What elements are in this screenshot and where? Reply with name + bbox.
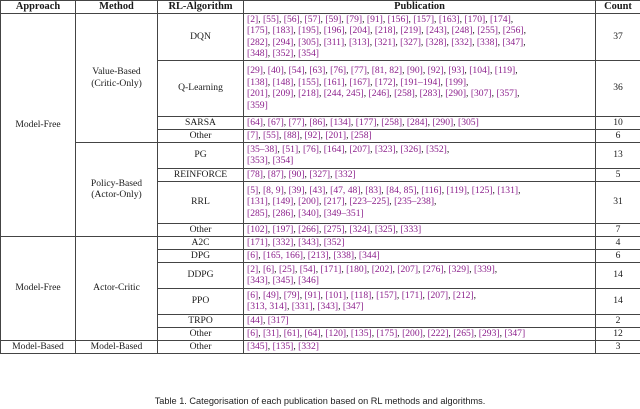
citation-line: [247, 100, 593, 111]
citation-link[interactable]: [102]: [247, 223, 268, 235]
citation-link[interactable]: [43]: [309, 185, 326, 197]
citation-link[interactable]: [327]: [400, 36, 421, 48]
citation-link[interactable]: [120]: [325, 327, 347, 339]
algorithm-cell: A2C: [158, 236, 244, 249]
citation-link[interactable]: [258]: [350, 129, 372, 141]
publication-cell: [244, 249, 596, 262]
citation-line: [353], [354]: [247, 155, 294, 167]
citation-link[interactable]: [285]: [247, 207, 268, 219]
citation-link[interactable]: [329]: [448, 263, 470, 275]
count-cell: 7: [596, 223, 640, 236]
citation-link[interactable]: [218]: [298, 88, 319, 100]
citation-link[interactable]: [79]: [283, 289, 300, 301]
citation-link[interactable]: [25]: [278, 263, 295, 275]
citation-link[interactable]: [305]: [298, 36, 319, 48]
citation-link[interactable]: [331]: [291, 301, 313, 313]
citation-link[interactable]: [325]: [374, 223, 396, 235]
citation-link[interactable]: [258]: [394, 88, 415, 100]
citation-link[interactable]: [204]: [349, 25, 371, 37]
table-row: [1, 142, 640, 168]
citation-link[interactable]: [266]: [298, 223, 319, 235]
algorithm-cell: TRPO: [158, 314, 244, 327]
citation-link[interactable]: [255]: [477, 25, 498, 37]
algorithm-cell: Q-Learning: [158, 60, 244, 116]
citation-link[interactable]: [125]: [471, 185, 493, 197]
citation-link[interactable]: [180]: [346, 263, 367, 275]
count-cell: 36: [596, 60, 640, 116]
citation-line: [2], [6], [25], [54], [171], [180], [202], [207], [276], [329], [339],: [247, 263, 498, 275]
citation-link[interactable]: [64]: [304, 327, 321, 339]
citation-link[interactable]: [213]: [307, 249, 329, 261]
citation-link[interactable]: [345]: [247, 340, 268, 352]
citation-link[interactable]: [352]: [272, 48, 294, 60]
method-cell: Actor-Critic: [76, 236, 158, 340]
citation-link[interactable]: [170]: [464, 14, 486, 25]
citation-link[interactable]: [343]: [298, 236, 319, 248]
citation-link[interactable]: [91]: [366, 14, 383, 25]
citation-link[interactable]: [155]: [298, 76, 319, 88]
citation-link[interactable]: [6]: [262, 263, 275, 275]
citation-link[interactable]: [352]: [426, 143, 447, 155]
citation-link[interactable]: [345]: [272, 275, 294, 287]
citation-link[interactable]: [149]: [272, 196, 294, 208]
method-cell: Policy-Based (Actor-Only): [76, 142, 158, 236]
algorithm-cell: SARSA: [158, 116, 244, 129]
citation-line: [175], [183], [195], [196], [204], [218], [219], [243], [248], [255], [256],: [247, 25, 526, 37]
citation-link[interactable]: [174]: [489, 14, 511, 25]
algorithm-cell: DDPG: [158, 262, 244, 288]
citation-link[interactable]: [183]: [272, 25, 294, 37]
citation-link[interactable]: [39]: [288, 185, 305, 197]
publication-cell: [244, 60, 596, 116]
citation-link[interactable]: [290]: [445, 88, 467, 100]
citation-link[interactable]: [243]: [426, 25, 447, 37]
citation-link[interactable]: [67]: [267, 116, 284, 128]
publication-cell: [244, 236, 596, 249]
citation-line: [171], [332], [343], [352]: [247, 236, 345, 248]
citation-link[interactable]: [202]: [371, 263, 393, 275]
publication-cell: [244, 288, 596, 314]
citation-link[interactable]: [163]: [438, 14, 460, 25]
citation-link[interactable]: [63]: [309, 65, 326, 77]
algorithm-cell: PG: [158, 142, 244, 168]
citation-link[interactable]: [327]: [309, 168, 331, 180]
citation-link[interactable]: [57]: [304, 14, 321, 25]
citation-link[interactable]: [305]: [458, 116, 479, 128]
count-cell: 4: [596, 236, 640, 249]
citation-line: [6], [49], [79], [91], [101], [118], [157], [171], [207], [212],: [247, 289, 477, 301]
citation-link[interactable]: [61]: [283, 327, 300, 339]
citation-link[interactable]: [347]: [504, 327, 526, 339]
publication-cell: [244, 262, 596, 288]
citation-link[interactable]: [343]: [247, 275, 268, 287]
citation-link[interactable]: [64]: [247, 116, 263, 128]
citation-link[interactable]: [49]: [262, 289, 279, 301]
citation-line: [5], [8, 9], [39], [43], [47, 48], [83], [84, 85], [116], [119], [125], [131],: [247, 185, 521, 197]
citation-link[interactable]: [235–238]: [394, 196, 435, 208]
citation-line: [44], [317]: [247, 314, 289, 326]
citation-link[interactable]: [134]: [330, 116, 351, 128]
citation-link[interactable]: [87]: [267, 168, 284, 180]
publication-cell: [244, 181, 596, 223]
citation-link[interactable]: [349–351]: [323, 207, 364, 219]
citation-link[interactable]: [246]: [368, 88, 390, 100]
citation-line: [201], [209], [218], [244, 245], [246], [258], [283], [290], [307], [357],: [247, 88, 520, 100]
citation-link[interactable]: [207]: [349, 143, 371, 155]
citation-link[interactable]: [265]: [453, 327, 474, 339]
citation-link[interactable]: [343]: [317, 301, 339, 313]
citation-link[interactable]: [76]: [302, 143, 319, 155]
citation-link[interactable]: [157]: [376, 289, 397, 301]
header-rl-algorithm: RL-Algorithm: [158, 1, 244, 14]
table-row: [1, 14, 640, 61]
citation-link[interactable]: [8, 9]: [262, 185, 284, 197]
algorithm-cell: PPO: [158, 288, 244, 314]
citation-link[interactable]: [6]: [247, 249, 259, 261]
citation-link[interactable]: [47, 48]: [330, 185, 361, 197]
header-method: Method: [76, 1, 158, 14]
citation-link[interactable]: [177]: [355, 116, 377, 128]
citation-line: [64], [67], [77], [86], [134], [177], [258], [284], [290], [305]: [247, 116, 479, 128]
citation-line: [2], [55], [56], [57], [59], [79], [91], [156], [157], [163], [170], [174],: [247, 14, 514, 25]
citation-link[interactable]: [54]: [288, 65, 305, 77]
count-cell: 6: [596, 249, 640, 262]
citation-link[interactable]: [86]: [309, 116, 326, 128]
citation-link[interactable]: [91]: [304, 289, 321, 301]
citation-line: [345], [135], [332]: [247, 340, 319, 352]
citation-link[interactable]: [5]: [247, 185, 259, 197]
publication-cell: [244, 340, 596, 353]
citation-link[interactable]: [338]: [333, 249, 355, 261]
citation-link[interactable]: [332]: [272, 236, 294, 248]
citation-link[interactable]: [55]: [262, 14, 279, 25]
citation-link[interactable]: [161]: [323, 76, 345, 88]
header-approach: Approach: [1, 1, 76, 14]
count-cell: 13: [596, 142, 640, 168]
table-row: [1, 340, 640, 353]
citation-link[interactable]: [77]: [288, 116, 305, 128]
citation-link[interactable]: [83]: [365, 185, 382, 197]
citation-link[interactable]: [359]: [247, 99, 268, 111]
citation-link[interactable]: [40]: [267, 65, 284, 77]
publication-cell: [244, 142, 596, 168]
citation-link[interactable]: [293]: [478, 327, 500, 339]
citation-link[interactable]: [101]: [325, 289, 347, 301]
citation-line: [6], [165, 166], [213], [338], [344]: [247, 249, 380, 261]
algorithm-cell: Other: [158, 327, 244, 340]
method-cell: Value-Based (Critic-Only): [76, 14, 158, 143]
citation-link[interactable]: [283]: [419, 88, 441, 100]
citation-link[interactable]: [6]: [247, 289, 259, 301]
publication-cell: [244, 14, 596, 61]
citation-link[interactable]: [172]: [374, 76, 396, 88]
citation-link[interactable]: [207]: [397, 263, 419, 275]
citation-link[interactable]: [332]: [334, 168, 356, 180]
citation-link[interactable]: [79]: [346, 14, 363, 25]
citation-link[interactable]: [354]: [272, 155, 294, 167]
method-cell: Model-Based: [76, 340, 158, 353]
citation-link[interactable]: [209]: [272, 88, 294, 100]
citation-link[interactable]: [2]: [247, 263, 259, 275]
citation-line: [313, 314], [331], [343], [347]: [247, 301, 364, 313]
citation-line: [29], [40], [54], [63], [76], [77], [81, 82], [90], [92], [93], [104], [119],: [247, 65, 518, 77]
citation-link[interactable]: [195]: [298, 25, 319, 37]
algorithm-cell: DPG: [158, 249, 244, 262]
citation-link[interactable]: [191–194]: [400, 76, 441, 88]
citation-link[interactable]: [135]: [350, 327, 372, 339]
citation-link[interactable]: [282]: [247, 36, 268, 48]
citation-link[interactable]: [317]: [267, 314, 289, 326]
citation-link[interactable]: [248]: [451, 25, 473, 37]
citation-link[interactable]: [332]: [451, 36, 473, 48]
citation-link[interactable]: [2]: [247, 14, 259, 25]
citation-link[interactable]: [357]: [496, 88, 518, 100]
citation-link[interactable]: [138]: [247, 76, 268, 88]
citation-link[interactable]: [171]: [247, 236, 268, 248]
citation-link[interactable]: [324]: [349, 223, 371, 235]
count-cell: 10: [596, 116, 640, 129]
citation-link[interactable]: [284]: [406, 116, 428, 128]
citation-link[interactable]: [59]: [325, 14, 342, 25]
citation-link[interactable]: [352]: [323, 236, 345, 248]
citation-link[interactable]: [207]: [427, 289, 449, 301]
algorithm-cell: Other: [158, 129, 244, 142]
citation-link[interactable]: [354]: [298, 48, 319, 60]
publication-cell: [244, 327, 596, 340]
algorithm-cell: RRL: [158, 181, 244, 223]
citation-link[interactable]: [313]: [348, 36, 370, 48]
citation-link[interactable]: [119]: [446, 185, 467, 197]
citation-link[interactable]: [175]: [247, 25, 268, 37]
citation-link[interactable]: [338]: [476, 36, 498, 48]
citation-link[interactable]: [90]: [288, 168, 305, 180]
citation-link[interactable]: [88]: [283, 129, 300, 141]
citation-link[interactable]: [76]: [330, 65, 347, 77]
citation-link[interactable]: [118]: [350, 289, 372, 301]
citation-link[interactable]: [197]: [272, 223, 294, 235]
citation-link[interactable]: [171]: [320, 263, 342, 275]
citation-link[interactable]: [167]: [349, 76, 371, 88]
header-publication: Publication: [244, 1, 596, 14]
citation-link[interactable]: [339]: [474, 263, 495, 275]
table-row: [1, 236, 640, 249]
citation-link[interactable]: [347]: [502, 36, 524, 48]
citation-link[interactable]: [196]: [323, 25, 345, 37]
citation-link[interactable]: [353]: [247, 155, 268, 167]
citation-link[interactable]: [321]: [374, 36, 396, 48]
citation-link[interactable]: [218]: [374, 25, 396, 37]
count-cell: 3: [596, 340, 640, 353]
count-cell: 5: [596, 168, 640, 181]
citation-link[interactable]: [7]: [247, 129, 259, 141]
citation-link[interactable]: [223–225]: [349, 196, 390, 208]
citation-link[interactable]: [328]: [425, 36, 447, 48]
publication-cell: [244, 129, 596, 142]
approach-cell: Model-Based: [1, 340, 76, 353]
citation-link[interactable]: [347]: [342, 301, 364, 313]
publication-cell: [244, 223, 596, 236]
citation-link[interactable]: [165, 166]: [262, 249, 303, 261]
citation-link[interactable]: [51]: [282, 143, 299, 155]
citation-link[interactable]: [164]: [323, 143, 345, 155]
citation-link[interactable]: [290]: [432, 116, 454, 128]
approach-cell: Model-Free: [1, 236, 76, 340]
citation-link[interactable]: [44]: [247, 314, 263, 326]
count-cell: 14: [596, 288, 640, 314]
citation-link[interactable]: [332]: [298, 340, 319, 352]
citation-link[interactable]: [31]: [262, 327, 279, 339]
citation-line: [138], [148], [155], [161], [167], [172], [191–194], [199],: [247, 76, 469, 88]
citation-line: [282], [294], [305], [311], [313], [321], [327], [328], [332], [338], [347],: [247, 36, 526, 48]
citation-link[interactable]: [294]: [272, 36, 294, 48]
citation-link[interactable]: [346]: [298, 275, 319, 287]
citation-link[interactable]: [200]: [298, 196, 319, 208]
algorithm-cell: Other: [158, 223, 244, 236]
citation-link[interactable]: [135]: [272, 340, 294, 352]
citation-link[interactable]: [92]: [304, 129, 321, 141]
citation-link[interactable]: [212]: [452, 289, 474, 301]
citation-line: [35–38], [51], [76], [164], [207], [323], [326], [352],: [247, 143, 450, 155]
citation-link[interactable]: [78]: [247, 168, 263, 180]
citation-link[interactable]: [171]: [401, 289, 423, 301]
citation-line: [7], [55], [88], [92], [201], [258]: [247, 129, 372, 141]
algorithm-cell: Other: [158, 340, 244, 353]
citation-link[interactable]: [35–38]: [247, 143, 278, 155]
citation-link[interactable]: [29]: [247, 65, 263, 77]
citation-line: [102], [197], [266], [275], [324], [325], [333]: [247, 223, 422, 235]
citation-link[interactable]: [307]: [470, 88, 492, 100]
citation-link[interactable]: [6]: [247, 327, 259, 339]
citation-link[interactable]: [326]: [400, 143, 422, 155]
citation-link[interactable]: [256]: [502, 25, 524, 37]
citation-link[interactable]: [344]: [358, 249, 380, 261]
approach-cell: Model-Free: [1, 14, 76, 237]
citation-link[interactable]: [333]: [400, 223, 422, 235]
citation-link[interactable]: [201]: [247, 88, 268, 100]
citation-link[interactable]: [92]: [427, 65, 444, 77]
citation-link[interactable]: [77]: [350, 65, 367, 77]
count-cell: 2: [596, 314, 640, 327]
citation-link[interactable]: [157]: [413, 14, 435, 25]
citation-line: [131], [149], [200], [217], [223–225], [235–238],: [247, 196, 437, 208]
citation-link[interactable]: [348]: [247, 48, 268, 60]
citation-link[interactable]: [219]: [400, 25, 422, 37]
citation-link[interactable]: [258]: [381, 116, 403, 128]
count-cell: 6: [596, 129, 640, 142]
citation-link[interactable]: [148]: [272, 76, 294, 88]
count-cell: 14: [596, 262, 640, 288]
citation-link[interactable]: [200]: [402, 327, 423, 339]
count-cell: 31: [596, 181, 640, 223]
citation-link[interactable]: [119]: [494, 65, 516, 77]
citation-link[interactable]: [275]: [323, 223, 345, 235]
algorithm-cell: REINFORCE: [158, 168, 244, 181]
publication-cell: [244, 168, 596, 181]
citation-link[interactable]: [156]: [387, 14, 409, 25]
count-cell: 12: [596, 327, 640, 340]
citation-link[interactable]: [286]: [272, 207, 294, 219]
citation-link[interactable]: [276]: [422, 263, 444, 275]
citation-link[interactable]: [104]: [469, 65, 490, 77]
citation-link[interactable]: [54]: [299, 263, 316, 275]
citation-link[interactable]: [199]: [445, 76, 467, 88]
publication-cell: [244, 314, 596, 327]
citation-link[interactable]: [131]: [497, 185, 519, 197]
citation-link[interactable]: [56]: [283, 14, 300, 25]
citation-link[interactable]: [84, 85]: [386, 185, 417, 197]
citation-link[interactable]: [55]: [262, 129, 279, 141]
citation-link[interactable]: [222]: [427, 327, 449, 339]
citation-link[interactable]: [313, 314]: [247, 301, 287, 313]
citation-line: [6], [31], [61], [64], [120], [135], [175], [200], [222], [265], [293], [347]: [247, 327, 526, 339]
header-count: Count: [596, 1, 640, 14]
citation-link[interactable]: [201]: [325, 129, 347, 141]
citation-line: [78], [87], [90], [327], [332]: [247, 168, 356, 180]
citation-link[interactable]: [131]: [247, 196, 268, 208]
citation-line: [348], [352], [354]: [247, 48, 319, 60]
citation-line: [343], [345], [346]: [247, 275, 319, 287]
citation-link[interactable]: [311]: [323, 36, 345, 48]
citation-link[interactable]: [217]: [323, 196, 345, 208]
header-row: [1, 1, 640, 14]
citation-link[interactable]: [323]: [374, 143, 396, 155]
citation-link[interactable]: [340]: [298, 207, 319, 219]
citation-link[interactable]: [93]: [448, 65, 465, 77]
citation-link[interactable]: [116]: [421, 185, 442, 197]
citation-line: [285], [286], [340], [349–351]: [247, 207, 364, 219]
publication-cell: [244, 116, 596, 129]
citation-link[interactable]: [244, 245]: [323, 88, 364, 100]
citation-link[interactable]: [175]: [376, 327, 398, 339]
algorithm-cell: DQN: [158, 14, 244, 61]
citation-link[interactable]: [90]: [406, 65, 423, 77]
table-caption: Table 1. Categorisation of each publication based on RL methods and algorithms.: [154, 396, 486, 406]
citation-link[interactable]: [81, 82]: [371, 65, 403, 77]
count-cell: 37: [596, 14, 640, 61]
